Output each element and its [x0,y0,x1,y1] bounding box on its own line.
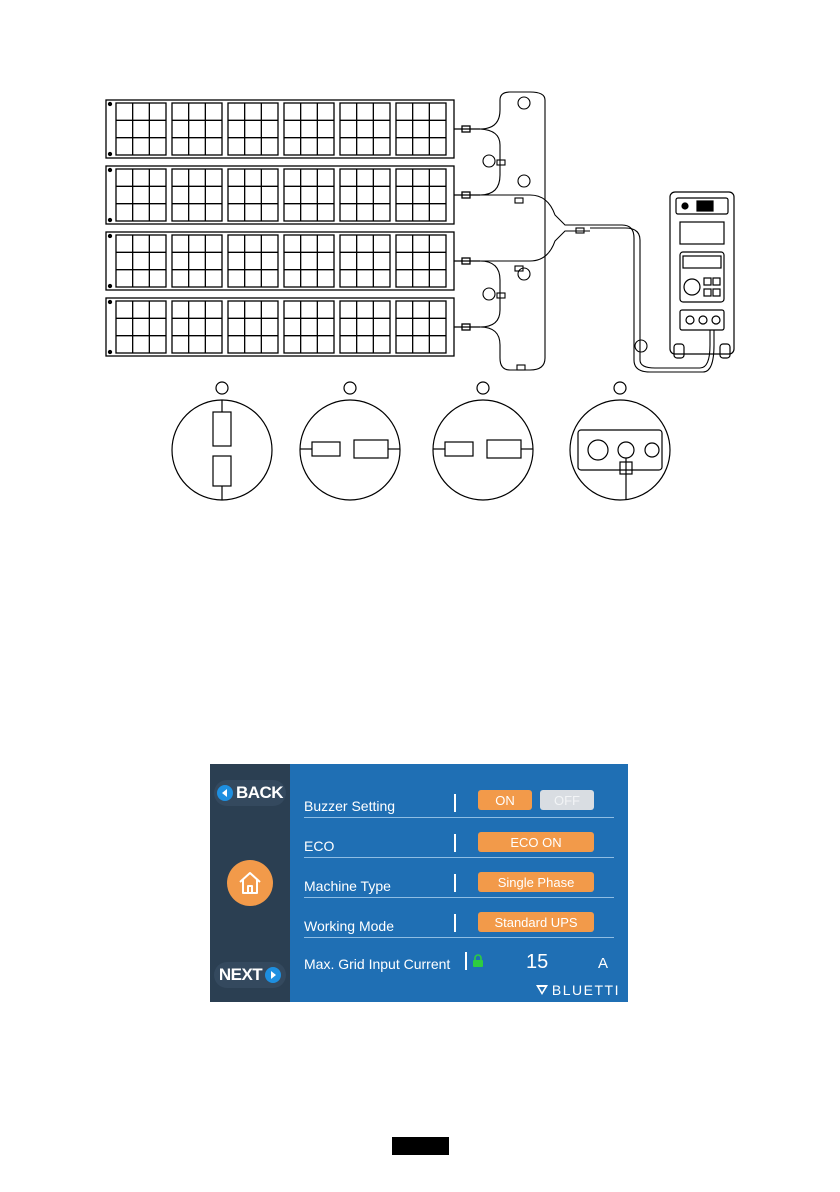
panel-cell [172,103,222,155]
solar-panel [106,100,480,158]
callout-marker [477,382,489,394]
setting-label: Working Mode [304,918,395,934]
setting-row-max-grid-current [304,938,614,976]
cell-frame [116,169,166,221]
connector-detail [213,412,231,446]
solar-connection-diagram [0,0,840,520]
divider [454,794,456,812]
setting-label: Machine Type [304,878,391,894]
divider [454,834,456,852]
setting-row-buzzer [304,778,614,818]
mount-hole [109,153,112,156]
buzzer-on-button[interactable]: ON [478,790,532,810]
input-port-detail [645,443,659,457]
solar-cable [480,92,545,370]
divider [454,914,456,932]
back-button[interactable] [214,780,286,806]
panel-cell [116,103,166,155]
panel-cell [284,301,334,353]
home-icon [236,869,264,897]
panel-cell [340,235,390,287]
panel-cell [284,235,334,287]
cell-frame [284,301,334,353]
callout-marker [344,382,356,394]
power-button [682,203,688,209]
panel-cell [116,235,166,287]
solar-panel [106,166,480,224]
connector [497,160,505,165]
callout-marker [216,382,228,394]
panel-cell [228,301,278,353]
ac-outlet [684,279,700,295]
cell-frame [228,235,278,287]
input-port [712,316,720,324]
callout-marker [483,155,495,167]
panel-cell [116,169,166,221]
callout-marker [483,288,495,300]
mount-hole [109,351,112,354]
cell-frame [172,103,222,155]
chevron-left-icon [217,785,233,801]
divider [465,952,467,970]
solar-panel [106,232,480,290]
cell-frame [228,103,278,155]
sidebar [210,764,290,1002]
usb-port [704,289,711,296]
station-wheel [720,344,730,358]
input-port [699,316,707,324]
usb-port [713,289,720,296]
mount-hole [109,219,112,222]
setting-label: ECO [304,838,335,854]
connector-detail [312,442,340,456]
callout-marker [518,97,530,109]
buzzer-off-button[interactable]: OFF [540,790,594,810]
cell-frame [396,169,446,221]
detail-circle [570,400,670,500]
station-vent [680,222,724,244]
setting-row-eco [304,818,614,858]
cell-frame [172,169,222,221]
page-number-bar [392,1137,449,1155]
panel-cell [284,169,334,221]
setting-label: Buzzer Setting [304,798,396,814]
max-current-value[interactable]: 15 [526,951,549,973]
panel-cell [228,169,278,221]
input-port-detail [618,442,634,458]
input-port [686,316,694,324]
panel-frame [106,298,454,356]
cell-frame [284,103,334,155]
cell-frame [172,301,222,353]
cell-frame [340,301,390,353]
setting-label: Max. Grid Input Current [304,956,451,972]
connector-detail [213,456,231,486]
panel-cell [396,103,446,155]
max-current-unit: A [598,955,609,972]
solar-cable [590,225,714,372]
callout-marker [518,268,530,280]
lock-icon [472,954,484,968]
setting-row-working-mode [304,898,614,938]
next-label: NEXT [218,965,263,984]
connector [515,198,523,203]
next-button[interactable] [214,962,286,988]
callout-marker [614,382,626,394]
eco-value-button[interactable]: ECO ON [478,832,594,852]
connector [517,365,525,370]
panel-cell [172,301,222,353]
cell-frame [340,235,390,287]
detail-circle [300,400,400,500]
solar-panel [106,298,480,356]
detail-circle [172,400,272,500]
mount-hole [109,285,112,288]
panel-cell [284,103,334,155]
solar-cable [480,195,590,225]
connector-detail [487,440,521,458]
connector-detail [445,442,473,456]
detail-callout [570,382,670,500]
setting-row-machine-type [304,858,614,898]
callout-marker [635,340,647,352]
divider [454,874,456,892]
panel-frame [106,166,454,224]
panel-cell [340,301,390,353]
machine-type-button[interactable]: Single Phase [478,872,594,892]
cell-frame [396,301,446,353]
cell-frame [228,169,278,221]
mount-hole [109,301,112,304]
detail-callout [172,382,272,500]
station-lcd [683,256,721,268]
station-panel [680,252,724,302]
usb-port [704,278,711,285]
panel-cell [396,301,446,353]
chevron-right-icon [265,967,281,983]
station-wheel [674,344,684,358]
panel-cell [116,301,166,353]
connector [497,293,505,298]
brand-logo [535,982,620,998]
mount-hole [109,103,112,106]
input-port-detail [588,440,608,460]
mount-hole [109,235,112,238]
connector-detail [354,440,388,458]
station-screen [697,201,713,211]
solar-cable [590,228,710,368]
panel-cell [340,169,390,221]
panel-frame [106,100,454,158]
cell-frame [396,235,446,287]
panel-cell [172,169,222,221]
panel-frame [106,232,454,290]
solar-cable [480,231,590,261]
cell-frame [396,103,446,155]
panel-cell [340,103,390,155]
cell-frame [340,169,390,221]
panel-cell [396,169,446,221]
usb-port [713,278,720,285]
cell-frame [172,235,222,287]
detail-callout [433,382,533,500]
home-button[interactable] [227,860,273,906]
callout-marker [518,175,530,187]
cell-frame [116,103,166,155]
panel-cell [172,235,222,287]
device-settings-screen [210,764,628,1002]
panel-cell [396,235,446,287]
panel-cell [228,103,278,155]
cell-frame [116,235,166,287]
detail-callout [300,382,400,500]
cell-frame [228,301,278,353]
detail-circle [433,400,533,500]
back-label: BACK [235,783,284,802]
cell-frame [284,235,334,287]
cell-frame [284,169,334,221]
bluetti-logo-icon [535,984,549,996]
working-mode-button[interactable]: Standard UPS [478,912,594,932]
cell-frame [116,301,166,353]
brand-name: BLUETTI [551,982,620,998]
cell-frame [340,103,390,155]
mount-hole [109,169,112,172]
panel-cell [228,235,278,287]
